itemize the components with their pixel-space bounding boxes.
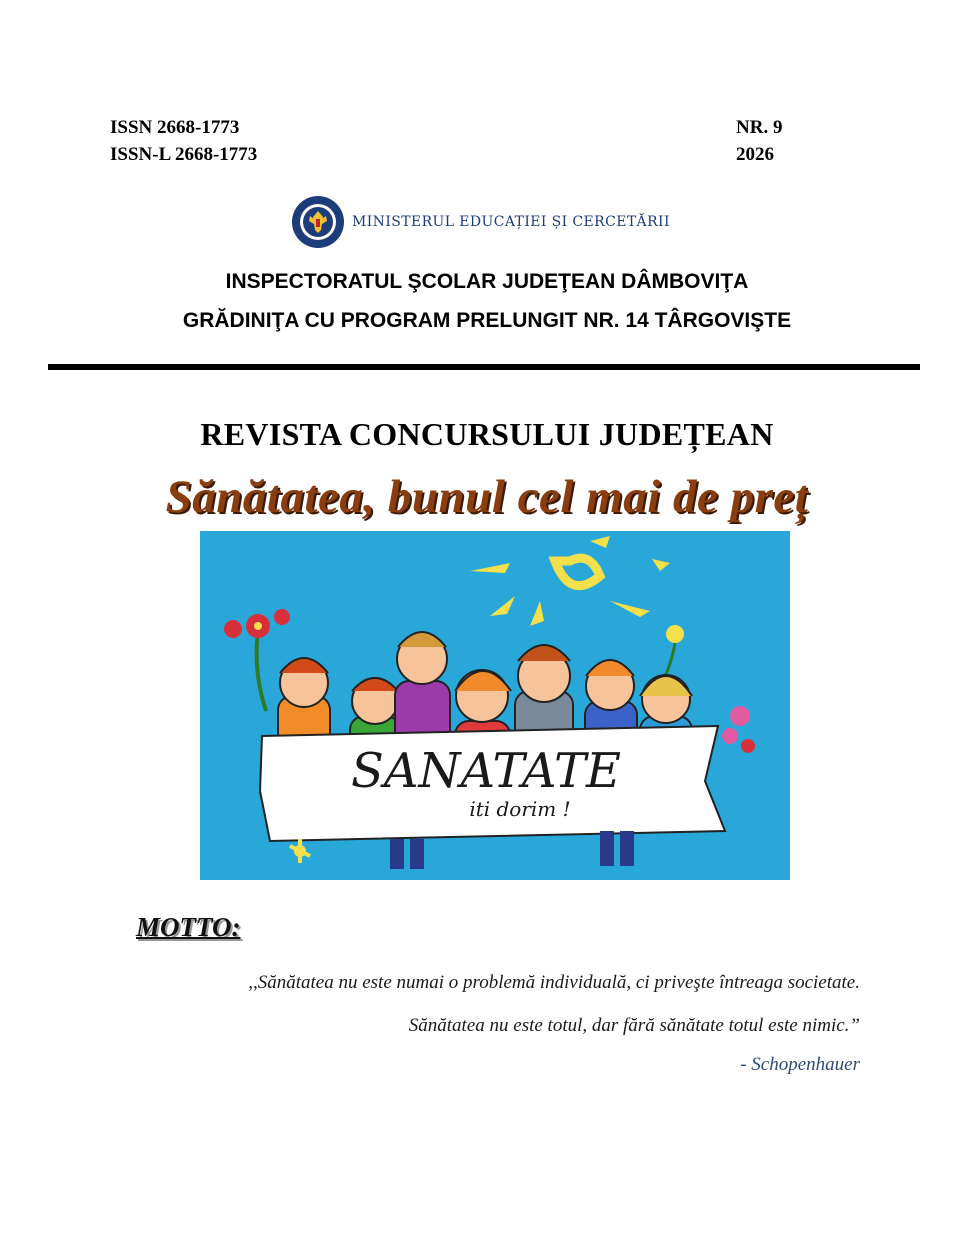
inspectorate-name: INSPECTORATUL ŞCOLAR JUDEŢEAN DÂMBOVIŢA [225,270,749,293]
motto-author: - Schopenhauer [740,1054,860,1075]
issn-block [110,114,257,168]
motto-line-1: ,,Sănătatea nu este numai o problemă individuală, ci priveşte întreaga societate. [248,972,860,993]
banner-main-text: SANATATE [350,743,622,799]
government-emblem-icon [290,194,346,250]
issue-block [736,114,782,168]
issn: ISSN 2668-1773 [110,117,240,138]
divider [48,364,920,370]
flower-icon [290,839,310,863]
banner-sub-text: iti dorim ! [469,797,571,821]
magazine-title: REVISTA CONCURSULUI JUDEȚEAN [200,416,774,452]
sun-icon [470,536,670,626]
ministry-name: MINISTERUL EDUCAȚIEI ȘI CERCETĂRII [352,214,670,230]
issue-year: 2026 [736,144,774,165]
motto-line-2: Sănătatea nu este totul, dar fără sănătate totul este nimic.” [408,1015,860,1036]
kindergarten-name: GRĂDINIŢA CU PROGRAM PRELUNGIT NR. 14 TÂRGOVIŞTE [182,309,792,332]
sanatate-banner [260,726,725,841]
illustration-drawing [200,531,790,880]
ministry-logo [290,194,670,250]
motto-label: MOTTO: [136,912,241,942]
flower-icon [224,609,290,711]
cover-illustration [200,531,790,880]
contest-subtitle: Sănătatea, bunul cel mai de preț [165,471,809,523]
issn-l: ISSN-L 2668-1773 [110,144,258,165]
issue-number: NR. 9 [736,117,783,138]
